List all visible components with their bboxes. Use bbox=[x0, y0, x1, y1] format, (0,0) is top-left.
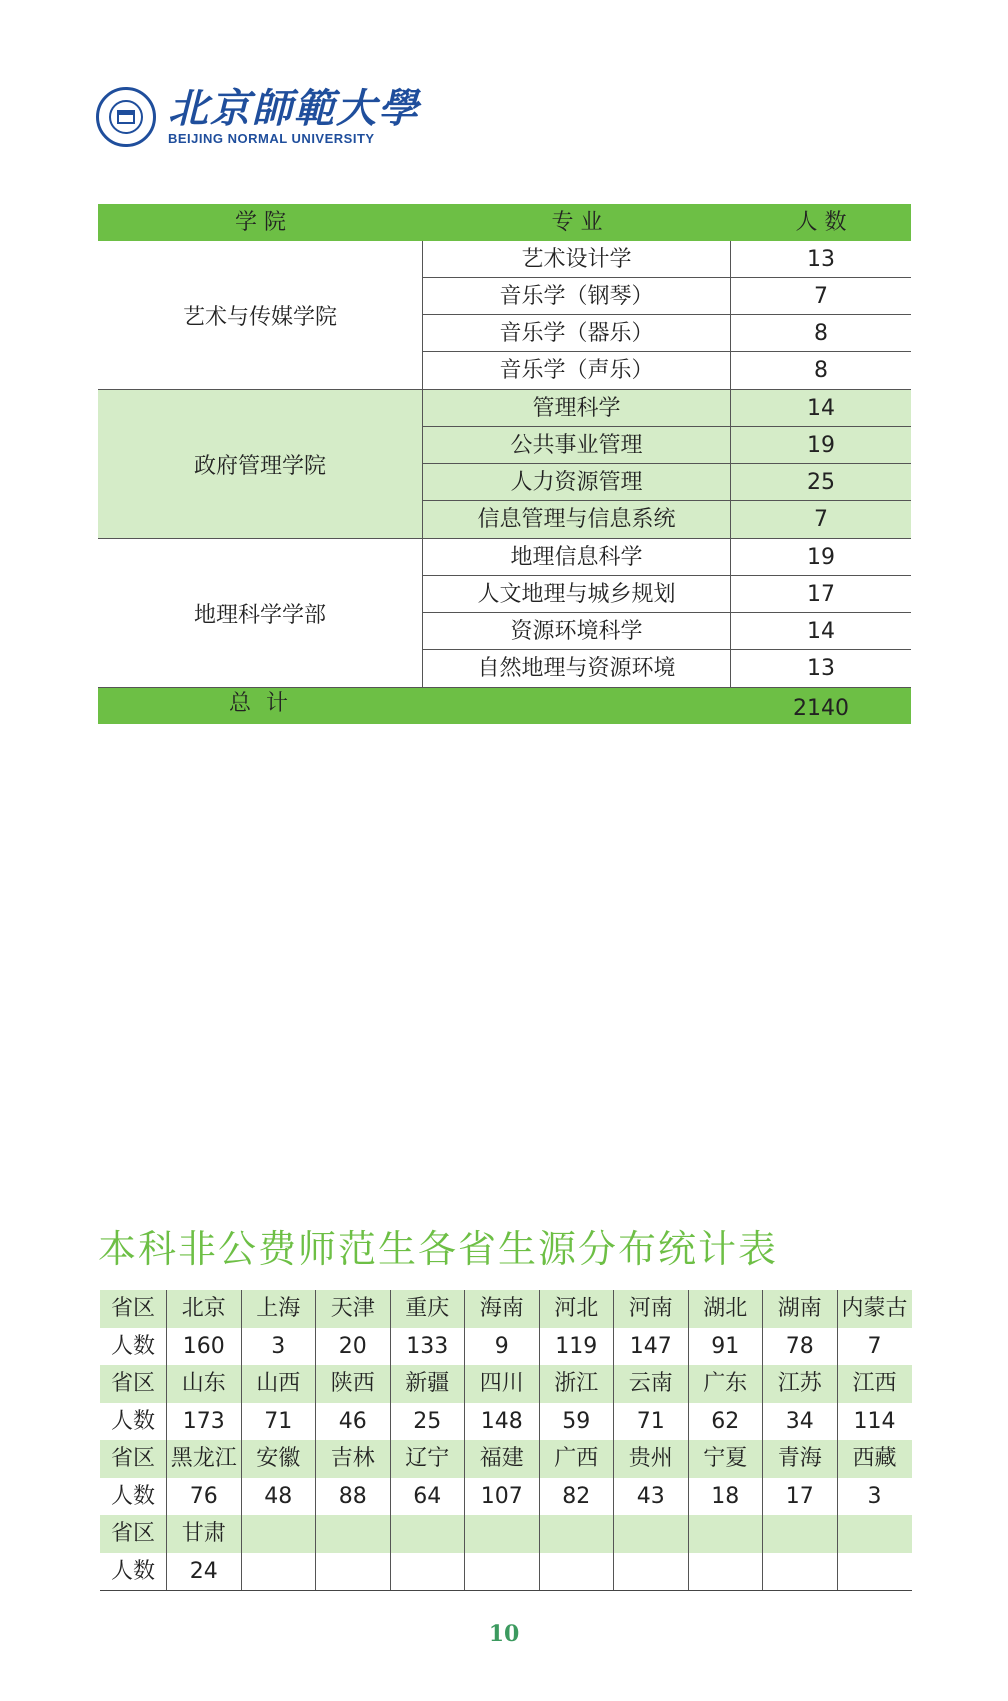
count-row bbox=[100, 1478, 912, 1516]
count-cell: 64 bbox=[391, 1478, 466, 1516]
count-cell: 43 bbox=[614, 1478, 689, 1516]
count-row bbox=[100, 1328, 912, 1366]
major-count: 13 bbox=[807, 656, 835, 681]
row-label-count: 人数 bbox=[100, 1553, 167, 1591]
table-row bbox=[423, 613, 911, 650]
count-cell: 76 bbox=[167, 1478, 242, 1516]
total-value: 2140 bbox=[793, 696, 849, 721]
province-cell bbox=[540, 1515, 615, 1553]
province-cell: 山西 bbox=[242, 1365, 317, 1403]
header-college: 学 院 bbox=[235, 210, 286, 235]
count-cell: 3 bbox=[867, 1483, 882, 1509]
row-label-province: 省区 bbox=[100, 1515, 167, 1553]
college-name: 政府管理学院 bbox=[98, 390, 423, 538]
province-cell bbox=[391, 1515, 466, 1553]
province-cell: 吉林 bbox=[316, 1440, 391, 1478]
table-row bbox=[423, 650, 911, 687]
table-row bbox=[423, 576, 911, 613]
province-cell: 云南 bbox=[614, 1365, 689, 1403]
row-label-count: 人数 bbox=[100, 1478, 167, 1516]
province-cell: 海南 bbox=[465, 1290, 540, 1328]
province-cell: 甘肃 bbox=[167, 1515, 242, 1553]
count-cell: 107 bbox=[465, 1478, 540, 1516]
university-seal-icon bbox=[96, 87, 156, 147]
header-count: 人 数 bbox=[795, 210, 847, 235]
major-count: 7 bbox=[814, 284, 828, 309]
major-count: 25 bbox=[807, 470, 835, 495]
province-cell: 内蒙古 bbox=[841, 1296, 908, 1321]
college-group bbox=[98, 241, 911, 390]
province-cell: 天津 bbox=[316, 1290, 391, 1328]
province-cell bbox=[242, 1515, 317, 1553]
province-cell bbox=[614, 1515, 689, 1553]
table-row bbox=[423, 390, 911, 427]
header bbox=[96, 86, 420, 148]
count-cell bbox=[838, 1553, 912, 1591]
province-cell: 浙江 bbox=[540, 1365, 615, 1403]
province-cell: 河南 bbox=[614, 1290, 689, 1328]
count-cell: 71 bbox=[614, 1403, 689, 1441]
count-cell: 71 bbox=[242, 1403, 317, 1441]
table-row bbox=[423, 427, 911, 464]
count-row bbox=[100, 1553, 912, 1591]
table-row bbox=[423, 539, 911, 576]
province-cell: 陕西 bbox=[316, 1365, 391, 1403]
row-label-province: 省区 bbox=[100, 1440, 167, 1478]
college-name: 地理科学学部 bbox=[98, 539, 423, 687]
province-cell bbox=[838, 1515, 912, 1553]
province-cell: 北京 bbox=[167, 1290, 242, 1328]
province-row bbox=[100, 1290, 912, 1328]
count-cell: 119 bbox=[540, 1328, 615, 1366]
logo-chinese: 北京師範大學 bbox=[168, 85, 420, 132]
count-cell: 133 bbox=[391, 1328, 466, 1366]
count-cell: 88 bbox=[316, 1478, 391, 1516]
province-cell: 上海 bbox=[242, 1290, 317, 1328]
major-name: 人文地理与城乡规划 bbox=[423, 576, 731, 612]
province-cell bbox=[465, 1515, 540, 1553]
count-cell: 34 bbox=[763, 1403, 838, 1441]
count-cell: 91 bbox=[689, 1328, 764, 1366]
row-label-province: 省区 bbox=[100, 1290, 167, 1328]
province-cell: 江西 bbox=[852, 1371, 897, 1396]
major-count: 8 bbox=[814, 358, 828, 383]
row-label-count: 人数 bbox=[100, 1328, 167, 1366]
major-count: 14 bbox=[807, 619, 835, 644]
logo-english: BEIJING NORMAL UNIVERSITY bbox=[168, 131, 375, 146]
table-row bbox=[423, 464, 911, 501]
count-row bbox=[100, 1403, 912, 1441]
major-name: 音乐学（器乐） bbox=[423, 315, 731, 351]
province-cell: 山东 bbox=[167, 1365, 242, 1403]
header-major: 专 业 bbox=[551, 210, 603, 235]
major-name: 人力资源管理 bbox=[423, 464, 731, 500]
major-count: 17 bbox=[807, 582, 835, 607]
province-cell: 黑龙江 bbox=[167, 1440, 242, 1478]
count-cell: 62 bbox=[689, 1403, 764, 1441]
count-cell: 148 bbox=[465, 1403, 540, 1441]
count-cell: 59 bbox=[540, 1403, 615, 1441]
count-cell: 160 bbox=[167, 1328, 242, 1366]
province-cell: 福建 bbox=[465, 1440, 540, 1478]
province-cell: 安徽 bbox=[242, 1440, 317, 1478]
college-name: 艺术与传媒学院 bbox=[98, 241, 423, 389]
province-cell: 新疆 bbox=[391, 1365, 466, 1403]
major-count: 19 bbox=[807, 545, 835, 570]
count-cell bbox=[614, 1553, 689, 1591]
page-number: 10 bbox=[488, 1621, 520, 1647]
count-cell: 20 bbox=[316, 1328, 391, 1366]
major-name: 艺术设计学 bbox=[423, 241, 731, 277]
university-logo bbox=[168, 87, 420, 147]
table-row bbox=[423, 278, 911, 315]
count-cell bbox=[763, 1553, 838, 1591]
province-cell: 贵州 bbox=[614, 1440, 689, 1478]
row-label-province: 省区 bbox=[100, 1365, 167, 1403]
count-cell: 17 bbox=[763, 1478, 838, 1516]
major-name: 资源环境科学 bbox=[423, 613, 731, 649]
major-enrollment-table bbox=[98, 204, 911, 724]
table-row bbox=[423, 352, 911, 389]
count-cell: 82 bbox=[540, 1478, 615, 1516]
province-row bbox=[100, 1515, 912, 1553]
count-cell bbox=[316, 1553, 391, 1591]
major-name: 信息管理与信息系统 bbox=[423, 501, 731, 538]
province-cell bbox=[316, 1515, 391, 1553]
major-count: 14 bbox=[807, 396, 835, 421]
major-name: 自然地理与资源环境 bbox=[423, 650, 731, 687]
count-cell: 46 bbox=[316, 1403, 391, 1441]
count-cell: 18 bbox=[689, 1478, 764, 1516]
province-cell: 辽宁 bbox=[391, 1440, 466, 1478]
row-label-count: 人数 bbox=[100, 1403, 167, 1441]
province-cell: 四川 bbox=[465, 1365, 540, 1403]
count-cell: 9 bbox=[465, 1328, 540, 1366]
count-cell: 7 bbox=[867, 1333, 882, 1359]
count-cell: 147 bbox=[614, 1328, 689, 1366]
table-row bbox=[423, 501, 911, 538]
total-label: 总 计 bbox=[229, 691, 292, 716]
province-row bbox=[100, 1440, 912, 1478]
province-table-title: 本科非公费师范生各省生源分布统计表 bbox=[98, 1227, 779, 1271]
total-row bbox=[98, 688, 911, 724]
table-row bbox=[423, 241, 911, 278]
province-cell: 重庆 bbox=[391, 1290, 466, 1328]
major-name: 管理科学 bbox=[423, 390, 731, 426]
province-row bbox=[100, 1365, 912, 1403]
table-header bbox=[98, 204, 911, 241]
count-cell: 24 bbox=[167, 1553, 242, 1591]
count-cell bbox=[391, 1553, 466, 1591]
major-name: 音乐学（钢琴） bbox=[423, 278, 731, 314]
province-cell bbox=[689, 1515, 764, 1553]
province-distribution-table bbox=[100, 1290, 912, 1591]
major-count: 19 bbox=[807, 433, 835, 458]
count-cell: 48 bbox=[242, 1478, 317, 1516]
province-cell: 江苏 bbox=[763, 1365, 838, 1403]
college-group bbox=[98, 539, 911, 688]
major-count: 13 bbox=[807, 247, 835, 272]
province-cell: 湖北 bbox=[689, 1290, 764, 1328]
count-cell: 78 bbox=[763, 1328, 838, 1366]
count-cell: 114 bbox=[853, 1408, 896, 1434]
count-cell bbox=[465, 1553, 540, 1591]
major-name: 地理信息科学 bbox=[423, 539, 731, 575]
count-cell bbox=[540, 1553, 615, 1591]
province-cell: 广东 bbox=[689, 1365, 764, 1403]
province-cell: 宁夏 bbox=[689, 1440, 764, 1478]
province-cell: 西藏 bbox=[852, 1446, 897, 1471]
count-cell bbox=[242, 1553, 317, 1591]
province-cell: 湖南 bbox=[763, 1290, 838, 1328]
province-cell bbox=[763, 1515, 838, 1553]
count-cell: 173 bbox=[167, 1403, 242, 1441]
building-icon bbox=[117, 110, 135, 124]
college-group bbox=[98, 390, 911, 539]
count-cell bbox=[689, 1553, 764, 1591]
province-cell: 青海 bbox=[763, 1440, 838, 1478]
table-row bbox=[423, 315, 911, 352]
province-cell: 广西 bbox=[540, 1440, 615, 1478]
major-count: 8 bbox=[814, 321, 828, 346]
major-count: 7 bbox=[814, 507, 828, 532]
count-cell: 25 bbox=[391, 1403, 466, 1441]
major-name: 公共事业管理 bbox=[423, 427, 731, 463]
major-name: 音乐学（声乐） bbox=[423, 352, 731, 389]
count-cell: 3 bbox=[242, 1328, 317, 1366]
province-cell: 河北 bbox=[540, 1290, 615, 1328]
